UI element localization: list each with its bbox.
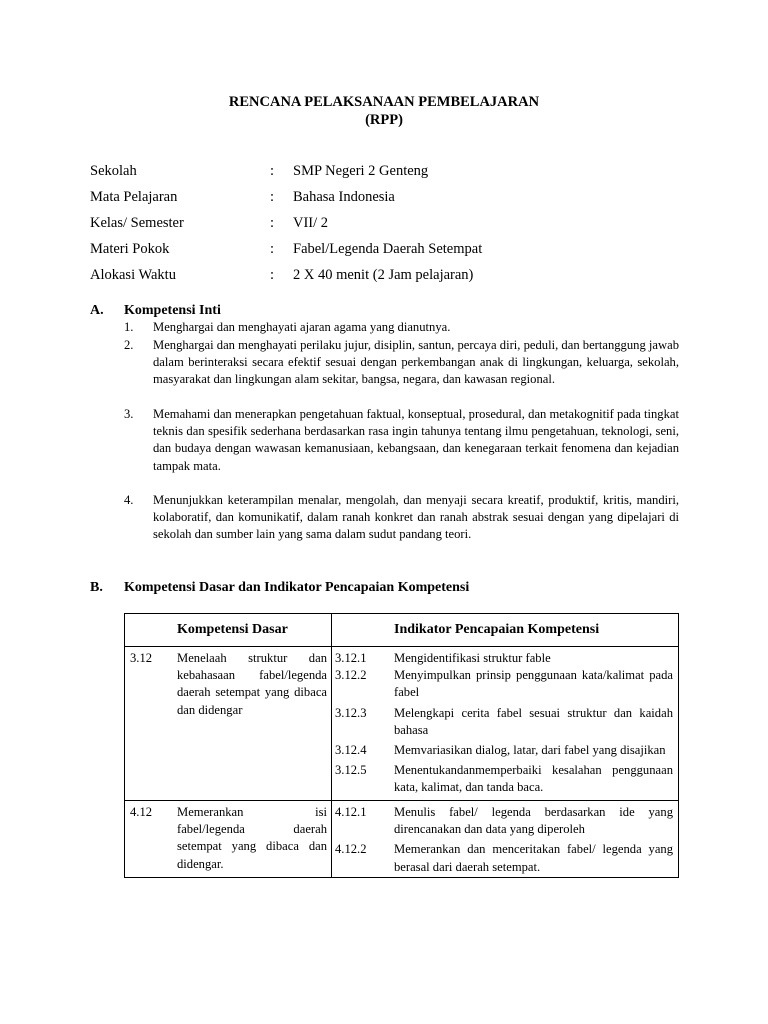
identity-label: Alokasi Waktu: [90, 267, 176, 283]
ki-item-number: 4.: [124, 493, 134, 507]
identity-colon: :: [270, 241, 275, 257]
kd-number: 3.12: [130, 651, 153, 665]
indicator-number: 3.12.2: [335, 668, 367, 683]
indicator-number: 3.12.4: [335, 743, 367, 758]
indicator-text: Memvariasikan dialog, latar, dari fabel yang disajikan: [394, 743, 666, 758]
indicator-item: [335, 762, 673, 796]
table-header-ipk: Indikator Pencapaian Kompetensi: [332, 614, 679, 647]
section-a-letter: A.: [90, 303, 104, 318]
indicator-number: 3.12.3: [335, 705, 367, 720]
ki-item-text: Menghargai dan menghayati ajaran agama yang dianutnya.: [153, 320, 451, 334]
identity-value: Bahasa Indonesia: [293, 189, 395, 205]
identity-value: VII/ 2: [293, 215, 329, 231]
identity-label: Sekolah: [90, 163, 137, 179]
indicator-item: [335, 804, 673, 838]
indicator-text: Menulis fabel/ legenda berdasarkan ide yang direncanakan dan data yang diperoleh: [394, 805, 673, 837]
section-b-letter: B.: [90, 580, 103, 595]
ki-item-number: 1.: [124, 320, 134, 334]
ki-item-number: 2.: [124, 338, 134, 352]
indicator-item: [335, 742, 673, 759]
ki-item-2: [124, 337, 679, 389]
kd-number: 4.12: [130, 805, 153, 819]
indicator-number: 3.12.5: [335, 763, 367, 778]
identity-label: Mata Pelajaran: [90, 189, 178, 205]
kd-text: Menelaah struktur dan kebahasaan fabel/legenda daerah setempat yang dibaca dan didengar: [177, 651, 327, 717]
indicator-number: 4.12.1: [335, 805, 367, 819]
identity-colon: :: [270, 267, 275, 283]
indicator-item: [335, 667, 673, 701]
identity-value: Fabel/Legenda Daerah Setempat: [293, 241, 483, 257]
ki-item-text: Menghargai dan menghayati perilaku jujur, disiplin, santun, percaya diri, peduli, dan bertanggung jawab dalam berinteraksi secara efektif sesuai dengan perkembangan anak di lingkungan, keluarga, sekolah, masyarakat dan lingkungan alam sekitar, bangsa, negara, dan kawasan regional.: [153, 338, 679, 387]
identity-label: Materi Pokok: [90, 241, 170, 257]
identity-value: SMP Negeri 2 Genteng: [293, 163, 429, 179]
indicator-item: [335, 705, 673, 739]
document-subtitle: (RPP): [365, 112, 403, 128]
table-header-kd: Kompetensi Dasar: [125, 614, 332, 647]
identity-colon: :: [270, 163, 275, 179]
identity-label: Kelas/ Semester: [90, 215, 184, 231]
indicator-text: Menentukandanmemperbaiki kesalahan penggunaan kata, kalimat, dan tanda baca.: [394, 763, 673, 795]
ki-item-number: 3.: [124, 407, 134, 421]
indicator-item: [335, 650, 673, 667]
indicator-text: Memerankan dan menceritakan fabel/ legenda yang berasal dari daerah setempat.: [394, 842, 673, 874]
ki-item-1: [124, 319, 679, 336]
table-header-row: [125, 614, 679, 647]
indicator-text: Melengkapi cerita fabel sesuai struktur dan kaidah bahasa: [394, 705, 673, 737]
identity-colon: :: [270, 189, 275, 205]
identity-value: 2 X 40 menit (2 Jam pelajaran): [293, 267, 474, 283]
ki-item-4: [124, 492, 679, 544]
table-row: [125, 647, 679, 801]
document-title: RENCANA PELAKSANAAN PEMBELAJARAN: [228, 94, 540, 110]
indicator-text: Mengidentifikasi struktur fable: [394, 651, 551, 665]
indicator-item: [335, 841, 673, 875]
kd-text: Memerankan isi fabel/legenda daerah setempat yang dibaca dan didengar.: [177, 805, 327, 871]
indicator-number: 3.12.1: [335, 651, 367, 665]
indicator-text: Menyimpulkan prinsip penggunaan kata/kalimat pada fabel: [394, 668, 673, 700]
indicator-number: 4.12.2: [335, 842, 367, 857]
table-row: [125, 801, 679, 878]
identity-colon: :: [270, 215, 275, 231]
ki-item-text: Menunjukkan keterampilan menalar, mengolah, dan menyaji secara kreatif, produktif, kritis, mandiri, kolaboratif, dan komunikatif, dalam ranah konkret dan ranah abstrak sesuai dengan yang dipelajari di sekolah dan sumber lain yang sama dalam sudut pandang teori.: [153, 493, 679, 542]
section-a-heading: Kompetensi Inti: [124, 303, 221, 318]
ki-item-3: [124, 406, 679, 475]
section-b-heading: Kompetensi Dasar dan Indikator Pencapaian Kompetensi: [124, 580, 470, 595]
competency-table: [124, 613, 679, 878]
ki-item-text: Memahami dan menerapkan pengetahuan faktual, konseptual, prosedural, dan metakognitif pada tingkat teknis dan spesifik sederhana berdasarkan rasa ingin tahunya tentang ilmu pengetahuan, teknologi, seni, dan budaya dengan wawasan kemanusiaan, kebangsaan, dan kenegaraan terkait fenomena dan kejadian tampak mata.: [153, 407, 679, 473]
